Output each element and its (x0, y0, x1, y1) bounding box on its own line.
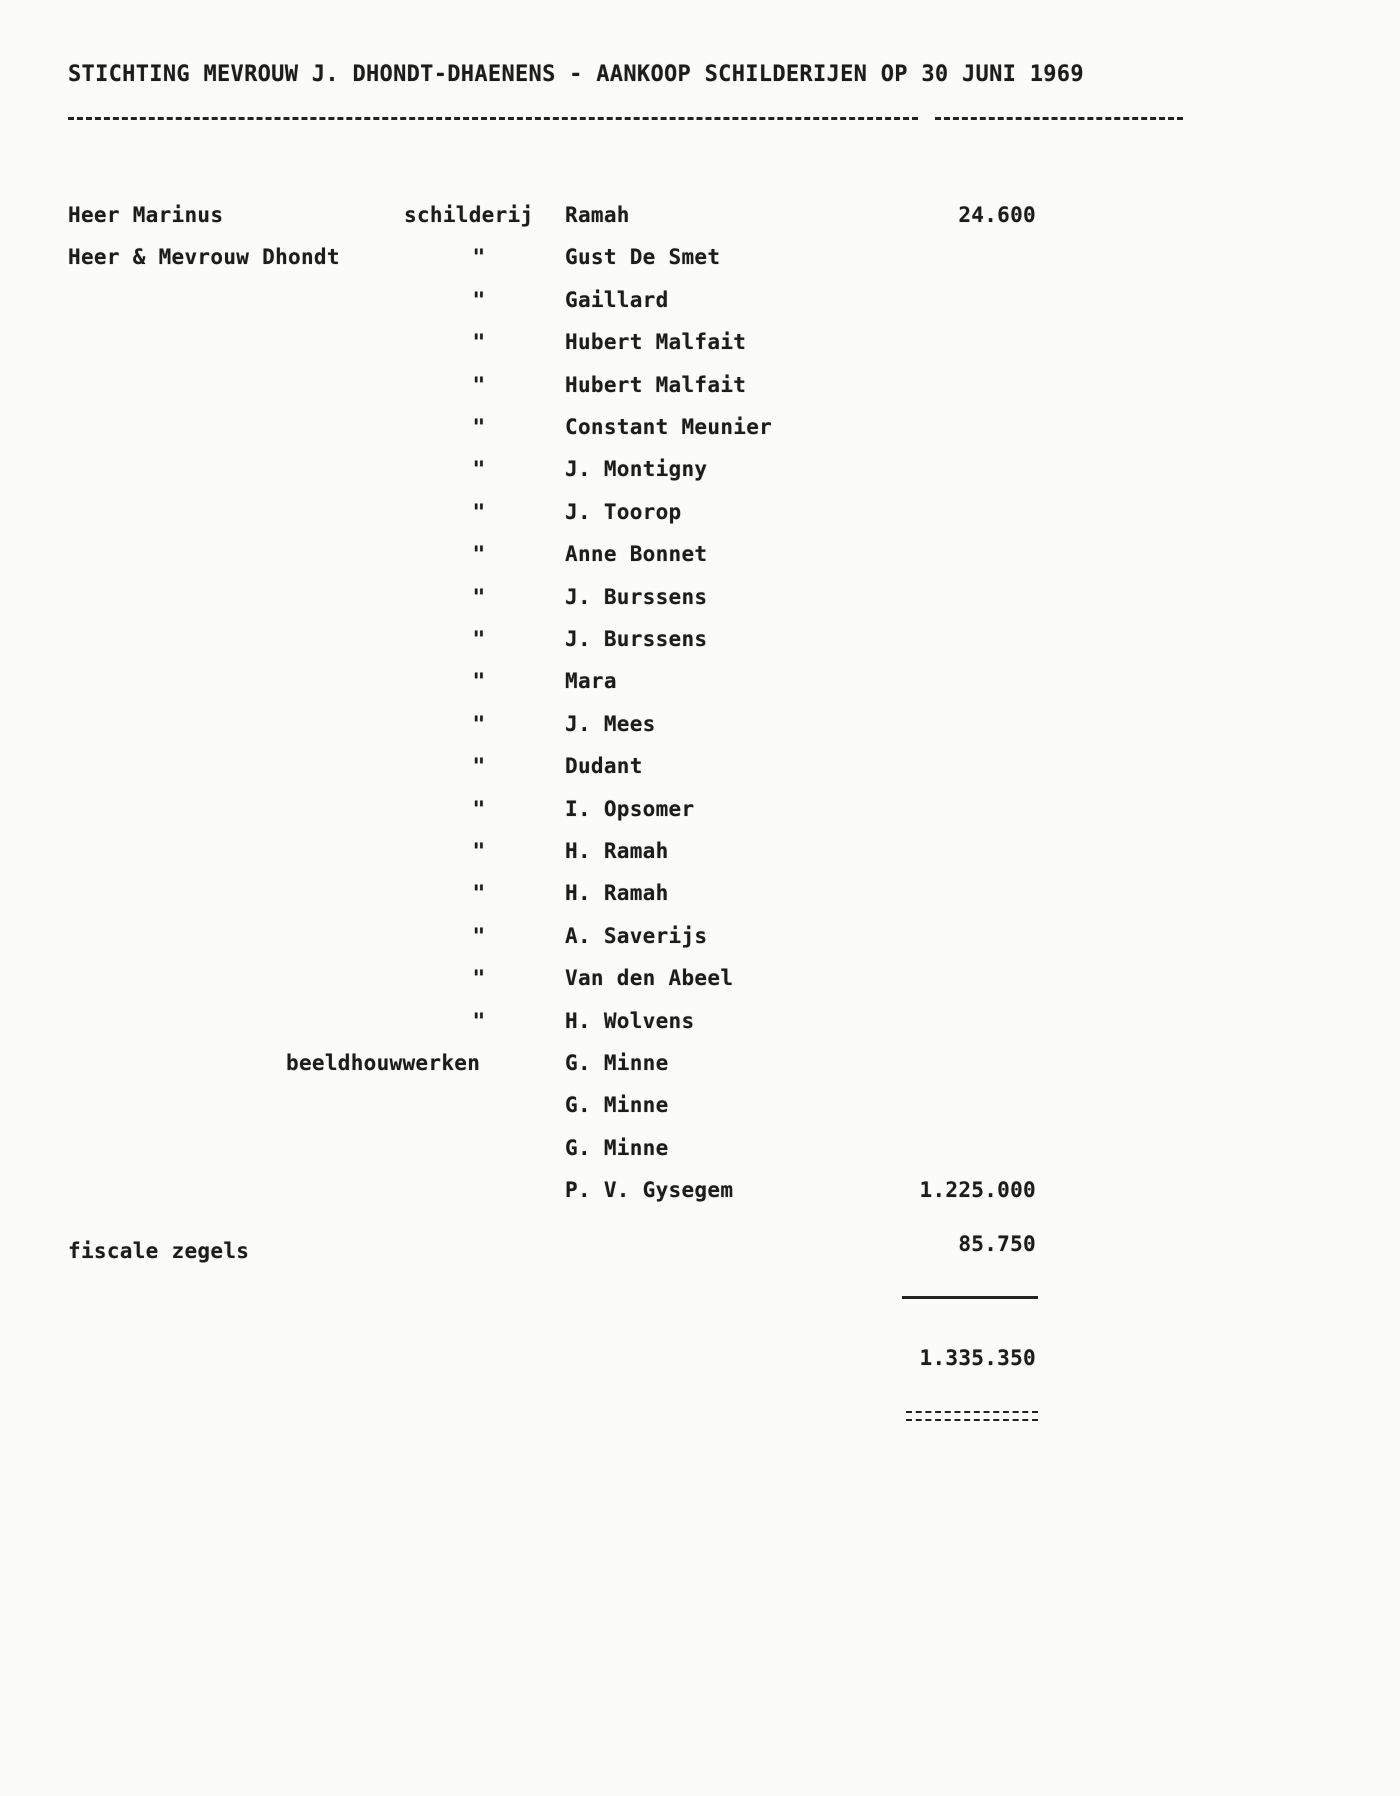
title-underline (68, 117, 918, 120)
row-kind: " (472, 457, 486, 481)
fees-label: fiscale zegels (68, 1239, 250, 1263)
row-kind: schilderij (404, 203, 534, 227)
total-double-rule (906, 1411, 1038, 1421)
row-kind: " (472, 1009, 486, 1033)
row-artist: Dudant (565, 754, 643, 778)
row-artist: Mara (565, 669, 617, 693)
row-kind: " (472, 585, 486, 609)
row-artist: P. V. Gysegem (565, 1178, 734, 1202)
row-kind: " (472, 881, 486, 905)
row-artist: Ramah (565, 203, 630, 227)
row-amount: 1.225.000 (919, 1178, 1036, 1202)
row-kind: " (472, 797, 486, 821)
row-artist: H. Wolvens (565, 1009, 695, 1033)
row-seller: Heer Marinus (68, 203, 224, 227)
row-artist: J. Mees (565, 712, 656, 736)
row-kind: " (472, 966, 486, 990)
row-kind: beeldhouwwerken (286, 1051, 481, 1075)
row-kind: " (472, 500, 486, 524)
row-artist: Hubert Malfait (565, 330, 747, 354)
row-artist: A. Saverijs (565, 924, 708, 948)
row-kind: " (472, 415, 486, 439)
row-kind: " (472, 669, 486, 693)
row-artist: H. Ramah (565, 881, 669, 905)
document-title: STICHTING MEVROUW J. DHONDT-DHAENENS - AANKOOP SCHILDERIJEN OP 30 JUNI 1969 (68, 62, 1084, 87)
row-artist: I. Opsomer (565, 797, 695, 821)
row-artist: G. Minne (565, 1093, 669, 1117)
row-artist: J. Montigny (565, 457, 708, 481)
row-seller: Heer & Mevrouw Dhondt (68, 245, 340, 269)
row-kind: " (472, 924, 486, 948)
total-amount: 1.335.350 (919, 1346, 1036, 1370)
row-kind: " (472, 542, 486, 566)
row-kind: " (472, 754, 486, 778)
row-amount: 24.600 (958, 203, 1036, 227)
row-artist: Hubert Malfait (565, 373, 747, 397)
fees-amount: 85.750 (958, 1232, 1036, 1256)
row-kind: " (472, 373, 486, 397)
row-artist: Constant Meunier (565, 415, 773, 439)
row-artist: J. Burssens (565, 585, 708, 609)
sum-rule (902, 1296, 1038, 1299)
row-artist: J. Toorop (565, 500, 682, 524)
row-kind: " (472, 627, 486, 651)
row-kind: " (472, 330, 486, 354)
row-kind: " (472, 288, 486, 312)
row-kind: " (472, 839, 486, 863)
row-artist: G. Minne (565, 1136, 669, 1160)
row-artist: Van den Abeel (565, 966, 734, 990)
row-artist: J. Burssens (565, 627, 708, 651)
row-artist: G. Minne (565, 1051, 669, 1075)
row-kind: " (472, 712, 486, 736)
row-artist: Gust De Smet (565, 245, 721, 269)
row-kind: " (472, 245, 486, 269)
row-artist: Gaillard (565, 288, 669, 312)
row-artist: H. Ramah (565, 839, 669, 863)
row-artist: Anne Bonnet (565, 542, 708, 566)
title-underline-right (935, 117, 1183, 120)
